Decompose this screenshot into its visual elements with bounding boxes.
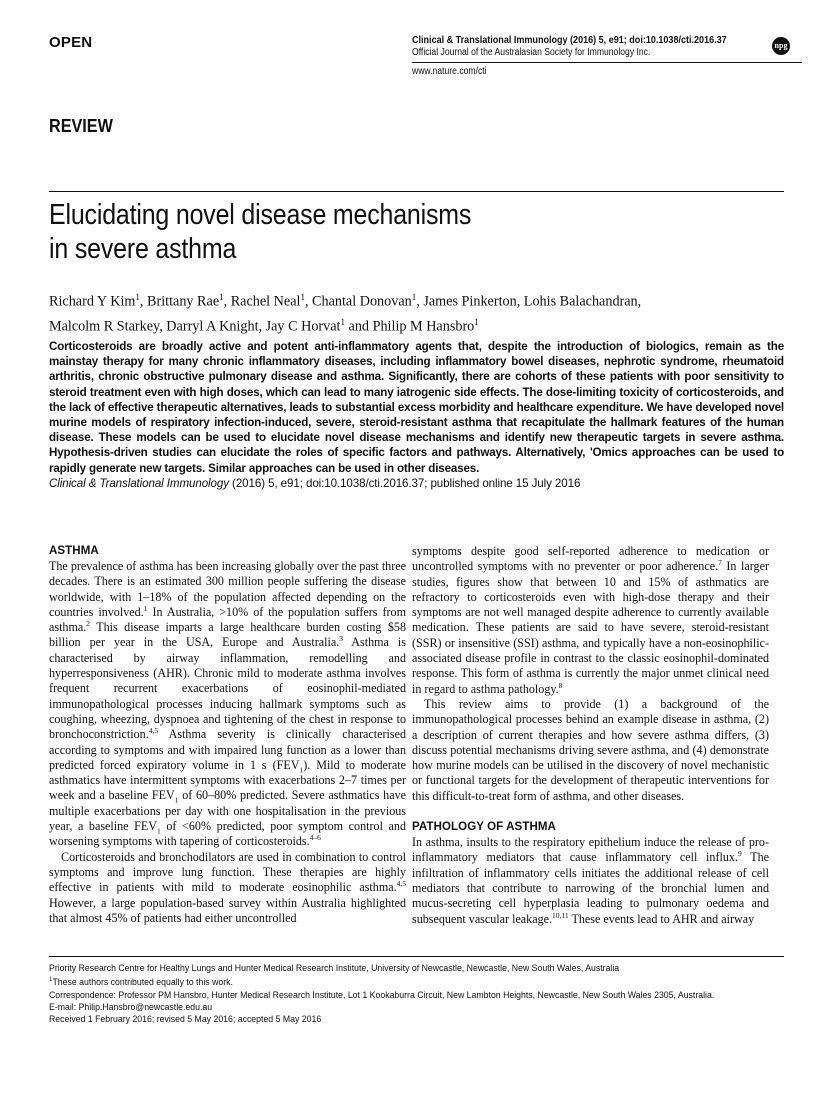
journal-url-link[interactable]: www.nature.com/cti [412, 66, 487, 77]
title-line-2: in severe asthma [49, 233, 237, 265]
journal-society: Official Journal of the Australasian Society for Immunology Inc. [412, 47, 651, 58]
correspondence: Correspondence: Professor PM Hansbro, Hunter Medical Research Institute, Lot 1 Kookaburra Circuit, New Lambton Heights, Newcastle, New South Wales 2305, Australia. [49, 989, 715, 1000]
equal-contribution-note: $^1$These authors contributed equally to this work. [49, 976, 233, 988]
article-type-label: REVIEW [49, 116, 113, 136]
section-heading-asthma: ASTHMA [49, 545, 99, 557]
journal-header [412, 34, 800, 77]
open-access-label: OPEN [49, 34, 93, 51]
received-dates: Received 1 February 2016; revised 5 May 2016; accepted 5 May 2016 [49, 1014, 322, 1025]
author-name: Philip M Hansbro [372, 318, 475, 335]
citation-details: (2016) 5, e91; doi:10.1038/cti.2016.37; published online 15 July 2016 [228, 476, 581, 490]
reference-link[interactable]: 10,11 [552, 910, 569, 920]
email-link[interactable]: E-mail: Philip.Hansbro@newcastle.edu.au [49, 1001, 213, 1012]
paragraph: In asthma, insults to the respiratory epithelium induce the release of pro-inflammatory mediators that cause inflammatory cell influx.$^9$ The infiltration of inflammatory cells initiates the additional release of cell mediators that contribute to narrowing of the bronchial lumen and mucus-secreting cell hyperplasia leading to pulmonary oedema and subsequent vascular leakage.$^{10,11}$ These events lead to AHR and airway [412, 835, 769, 926]
title-line-1: Elucidating novel disease mechanisms [49, 199, 472, 231]
left-column [49, 544, 406, 926]
author-name: Darryl A Knight [166, 318, 259, 335]
reference-link[interactable]: 4,5 [148, 726, 159, 736]
paragraph: Corticosteroids and bronchodilators are used in combination to control symptoms and improve lung function. These therapies are highly effective in patients with mild to moderate eosinophilic asthma.$^{4,5}$ However, a large population-based survey within Australia highlighted that almost 45% of patients had either uncontrolled [49, 849, 406, 925]
reference-link[interactable]: 2 [86, 619, 91, 629]
author-name: Rachel Neal [230, 293, 301, 310]
affiliation-marker: 1 [300, 292, 305, 302]
paragraph: This review aims to provide (1) a background of the immunopathological processes behind an example disease in asthma, (2) a description of current therapies and how severe asthma differs, (3) discuss potential mechanisms driving severe asthma, and (4) demonstrate how murine models can be utilised in the discovery of novel mechanistic or functional targets for the development of therapeutic interventions for this difficult-to-treat form of asthma, and other diseases. [412, 696, 769, 803]
paragraph-continued: symptoms despite good self-reported adherence to medication or uncontrolled symptoms with no preventer or poor adherence.$^7$ In larger studies, figures show that between 10 and 15% of asthmatics are refractory to corticosteroids even with high-dose therapy and their symptoms are not well managed despite adherence to currently available medication. These patients are said to have severe, steroid-resistant (SSR) or insensitive (SSI) asthma, and typically have a non-eosinophilic-associated disease profile in contrast to the classic eosinophil-dominated response. This form of asthma is currently the major unmet clinical need in regard to asthma pathology.$^8$ [412, 544, 769, 696]
affiliation-marker: 1 [474, 316, 479, 327]
header-rule [412, 62, 802, 63]
affiliation-marker: 1 [135, 292, 140, 302]
title-rule [49, 191, 784, 192]
right-column [412, 544, 769, 927]
reference-link[interactable]: 4–6 [309, 833, 321, 843]
author-name: Malcolm R Starkey [49, 318, 160, 335]
footnote-rule [49, 956, 784, 957]
article-title [49, 198, 651, 266]
author-name: Richard Y Kim [49, 293, 136, 310]
citation-journal: Clinical & Translational Immunology [49, 476, 229, 490]
author-name: James Pinkerton [423, 293, 517, 310]
author-list: Richard Y Kim$^1$, Brittany Rae$^1$, Rachel Neal$^1$, Chantal Donovan$^1$, James Pinkerton, Lohis Balachandran, Malcolm R Starkey, Darryl A Knight, Jay C Horvat$^1$ and Philip M Hansbro$^1$ [49, 292, 642, 335]
reference-link[interactable]: 8 [558, 680, 563, 690]
npg-logo-icon: npg [772, 37, 790, 55]
journal-citation: Clinical & Translational Immunology (2016) 5, e91; doi:10.1038/cti.2016.37 [412, 34, 727, 46]
affiliation-marker: 1 [219, 292, 224, 302]
reference-link[interactable]: 7 [718, 558, 722, 568]
affiliation: Priority Research Centre for Healthy Lungs and Hunter Medical Research Institute, University of Newcastle, Newcastle, New South Wales, Australia [49, 963, 620, 973]
author-name: Chantal Donovan [312, 293, 412, 310]
reference-link[interactable]: 3 [339, 634, 343, 644]
reference-link[interactable]: 1 [143, 603, 148, 613]
abstract-text: Corticosteroids are broadly active and potent anti-inflammatory agents that, despite the introduction of biologics, remain as the mainstay therapy for many chronic inflammatory diseases, including inflammatory bowel diseases, nephrotic syndrome, rheumatoid arthritis, chronic obstructive pulmonary disease and asthma. Significantly, there are cohorts of these patients with poor sensitivity to steroid treatment even with high doses, which can lead to many iatrogenic side effects. The dose-limiting toxicity of corticosteroids, and the lack of effective therapeutic alternatives, leads to substantial excess morbidity and healthcare expenditure. We have developed novel murine models of respiratory infection-induced, severe, steroid-resistant asthma that recapitulate the hallmark features of the human disease. These models can be used to elucidate novel disease mechanisms and identify new therapeutic targets in severe asthma. Hypothesis-driven studies can elucidate the roles of specific factors and pathways. Alternatively, 'Omics approaches can be used to rapidly generate new targets. Similar approaches can be used in other diseases. [49, 340, 784, 475]
affiliation-marker: 1 [340, 316, 345, 327]
author-name: Lohis Balachandran [523, 293, 638, 310]
section-heading-pathology: PATHOLOGY OF ASTHMA [412, 821, 556, 834]
paragraph: The prevalence of asthma has been increasing globally over the past three decades. There is an estimated 300 million people suffering the disease worldwide, with 1–18% of the population affected depending on the countries involved.$^1$ In Australia, >10% of the population suffers from asthma.$^2$ This disease imparts a large healthcare burden costing $58 billion per year in the USA, Europe and Australia.$^3$ Asthma is characterised by airway inflammation, remodelling and hyperresponsiveness (AHR). Chronic mild to moderate asthma involves frequent recurrent exacerbations of eosinophil-mediated immunopathological processes inducing hallmark symptoms such as coughing, wheezing, dyspnoea and tightening of the chest in response to bronchoconstriction.$^{4,5}$ Asthma severity is clinically characterised according to symptoms and with impaired lung function as a lower than predicted forced expiratory volume in 1 s $(FEV_1)$. Mild to moderate asthmatics have intermittent symptoms with exacerbations 2–7 times per week and a baseline $FEV_1$ of 60–80% predicted. Severe asthmatics have multiple exacerbations per day with one hospitalisation in the previous year, a baseline $FEV_1$ of <60% predicted, poor symptom control and worsening symptoms with tapering of corticosteroids.$^{4-6}$ [49, 559, 406, 849]
author-name: Brittany Rae [147, 293, 220, 310]
citation-line [49, 476, 784, 491]
footnotes [49, 962, 784, 1026]
affiliation-marker: 1 [411, 292, 417, 302]
reference-link[interactable]: 4,5 [396, 879, 406, 889]
reference-link[interactable]: 9 [737, 849, 742, 859]
author-name: Jay C Horvat [265, 318, 341, 335]
abstract [49, 339, 784, 491]
